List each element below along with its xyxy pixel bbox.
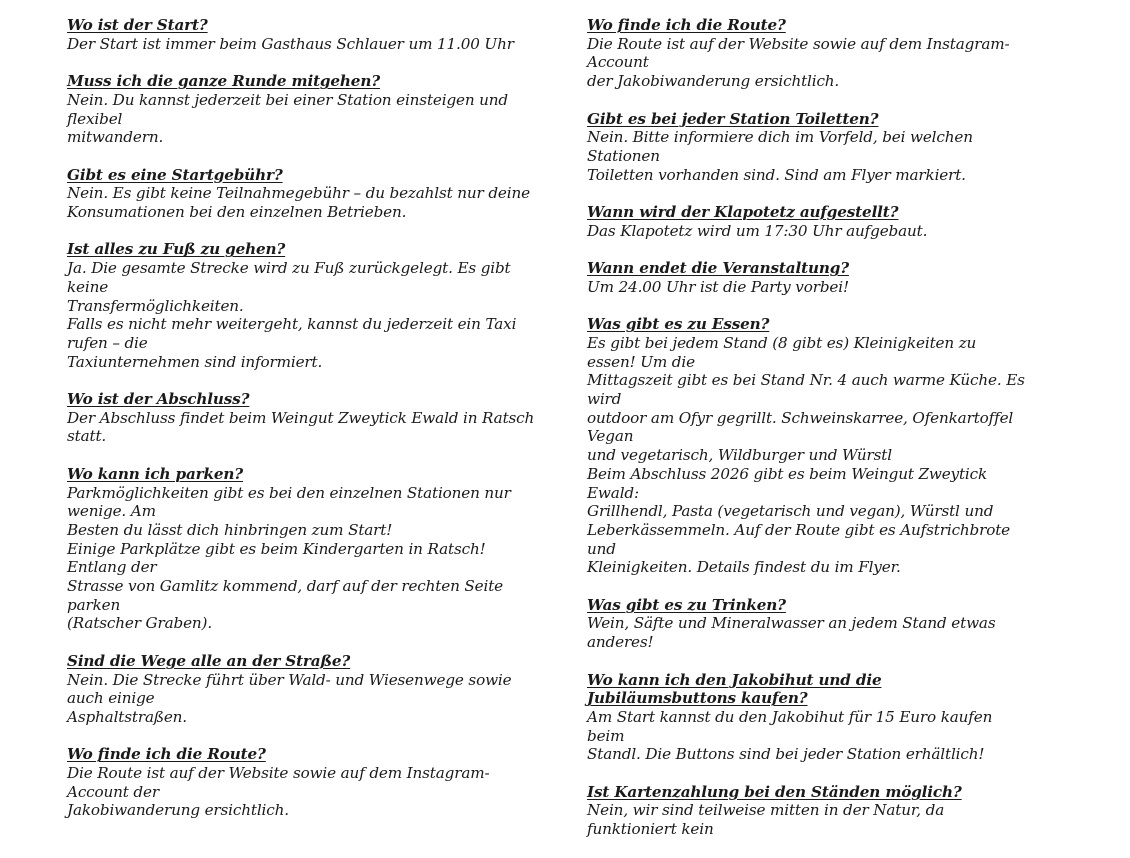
faq-answer-line: outdoor am Ofyr gegrillt. Schweinskarree, Ofenkartoffel Vegan [587, 408, 1014, 446]
faq-item [67, 240, 547, 371]
faq-answer-line: Standl. Die Buttons sind bei jeder Station erhältlich! [587, 745, 985, 764]
faq-item [67, 652, 547, 727]
faq-item [587, 110, 1027, 185]
faq-answer-line: Nein. Du kannst jederzeit bei einer Station einsteigen und flexibel [67, 90, 508, 128]
faq-answer-line: Die Route ist auf der Website sowie auf dem Instagram-Account [587, 34, 1010, 72]
faq-question: Wo finde ich die Route? [587, 16, 786, 34]
faq-answer-line: Ja. Die gesamte Strecke wird zu Fuß zurückgelegt. Es gibt keine [67, 259, 511, 296]
faq-answer-line: Asphaltstraßen. [67, 707, 187, 726]
faq-answer-line: Falls es nicht mehr weitergeht, kannst du jederzeit ein Taxi rufen – die [67, 315, 517, 352]
faq-item [67, 166, 547, 222]
faq-question: Wann endet die Veranstaltung? [587, 259, 849, 278]
faq-item [587, 671, 1027, 765]
faq-answer-line: Konsumationen bei den einzelnen Betrieben. [67, 203, 407, 221]
faq-answer-line: Die Route ist auf der Website sowie auf dem Instagram-Account der [67, 764, 490, 801]
faq-column-right [587, 16, 1027, 858]
faq-answer-line: Nein. Bitte informiere dich im Vorfeld, bei welchen Stationen [587, 128, 973, 165]
faq-item [587, 315, 1027, 577]
faq-item [587, 783, 1027, 839]
faq-answer-line: Taxiunternehmen sind informiert. [67, 352, 323, 371]
faq-column-left [67, 16, 547, 839]
faq-item [67, 390, 547, 446]
faq-question: Wo kann ich parken? [67, 464, 244, 483]
faq-answer-line: Kleinigkeiten. Details findest du im Flyer. [587, 558, 901, 577]
faq-question: Was gibt es zu Essen? [587, 315, 770, 334]
faq-answer-line: Mittagszeit gibt es bei Stand Nr. 4 auch warme Küche. Es wird [587, 371, 1025, 408]
faq-item [67, 72, 547, 147]
faq-item [67, 465, 547, 633]
faq-question: Wo finde ich die Route? [67, 745, 266, 764]
faq-question: Ist Kartenzahlung bei den Ständen möglich? [587, 782, 962, 801]
faq-answer-line: mitwandern. [67, 128, 164, 147]
faq-answer-line: Um 24.00 Uhr ist die Party vorbei! [587, 277, 849, 296]
faq-answer-line: Nein. Die Strecke führt über Wald- und Wiesenwege sowie auch einige [67, 670, 512, 708]
faq-answer-line: Einige Parkplätze gibt es beim Kindergarten in Ratsch! Entlang der [67, 539, 486, 577]
faq-question: Muss ich die ganze Runde mitgehen? [67, 72, 380, 91]
faq-answer-line: Transfermöglichkeiten. [67, 296, 244, 315]
faq-answer-line: Leberkässemmeln. Auf der Route gibt es Aufstrichbrote und [587, 520, 1011, 558]
faq-question: Wann wird der Klapotetz aufgestellt? [587, 203, 899, 221]
faq-answer-line: Parkmöglichkeiten gibt es bei den einzelnen Stationen nur wenige. Am [67, 483, 511, 521]
faq-answer-line: (Ratscher Graben). [67, 614, 213, 633]
faq-question: Was gibt es zu Trinken? [587, 595, 786, 614]
faq-answer-line: Jakobiwanderung ersichtlich. [67, 801, 289, 820]
faq-question: Gibt es bei jeder Station Toiletten? [587, 109, 879, 128]
faq-item [587, 203, 1027, 240]
faq-item [67, 745, 547, 820]
faq-answer-line: Beim Abschluss 2026 gibt es beim Weingut Zweytick Ewald: [587, 464, 988, 502]
faq-answer-line: der Jakobiwanderung ersichtlich. [587, 72, 840, 91]
faq-answer-line: Am Start kannst du den Jakobihut für 15 Euro kaufen beim [587, 707, 993, 745]
faq-item [67, 16, 547, 53]
faq-answer-line: Der Abschluss findet beim Weingut Zweytick Ewald in Ratsch statt. [67, 408, 535, 446]
faq-answer-line: Toiletten vorhanden sind. Sind am Flyer markiert. [587, 165, 966, 184]
faq-answer-line: Es gibt bei jedem Stand (8 gibt es) Kleinigkeiten zu essen! Um die [587, 333, 977, 371]
faq-answer-line: Das Klapotetz wird um 17:30 Uhr aufgebaut. [587, 221, 928, 240]
faq-item [587, 596, 1027, 652]
faq-answer-line: Strasse von Gamlitz kommend, darf auf der rechten Seite parken [67, 577, 503, 614]
faq-question: Gibt es eine Startgebühr? [67, 165, 283, 184]
faq-question: Ist alles zu Fuß zu gehen? [67, 240, 286, 259]
faq-question: Wo ist der Start? [67, 16, 208, 34]
faq-question: Wo ist der Abschluss? [67, 390, 250, 408]
faq-answer-line: Nein, wir sind teilweise mitten in der Natur, da funktioniert kein [587, 801, 945, 839]
faq-answer-line: Der Start ist immer beim Gasthaus Schlauer um 11.00 Uhr [67, 34, 514, 53]
faq-item [587, 259, 1027, 296]
faq-answer-line: Besten du lässt dich hinbringen zum Start! [67, 520, 393, 539]
faq-answer-line: und vegetarisch, Wildburger und Würstl [587, 446, 892, 465]
faq-answer-line: Nein. Es gibt keine Teilnahmegebühr – du bezahlst nur deine [67, 184, 530, 203]
faq-question: Wo kann ich den Jakobihut und die Jubiläumsbuttons kaufen? [587, 670, 882, 708]
faq-answer-line: Grillhendl, Pasta (vegetarisch und vegan), Würstl und [587, 502, 994, 521]
faq-question: Sind die Wege alle an der Straße? [67, 651, 351, 670]
faq-item [587, 16, 1027, 91]
faq-answer-line: Wein, Säfte und Mineralwasser an jedem Stand etwas anderes! [587, 614, 996, 652]
